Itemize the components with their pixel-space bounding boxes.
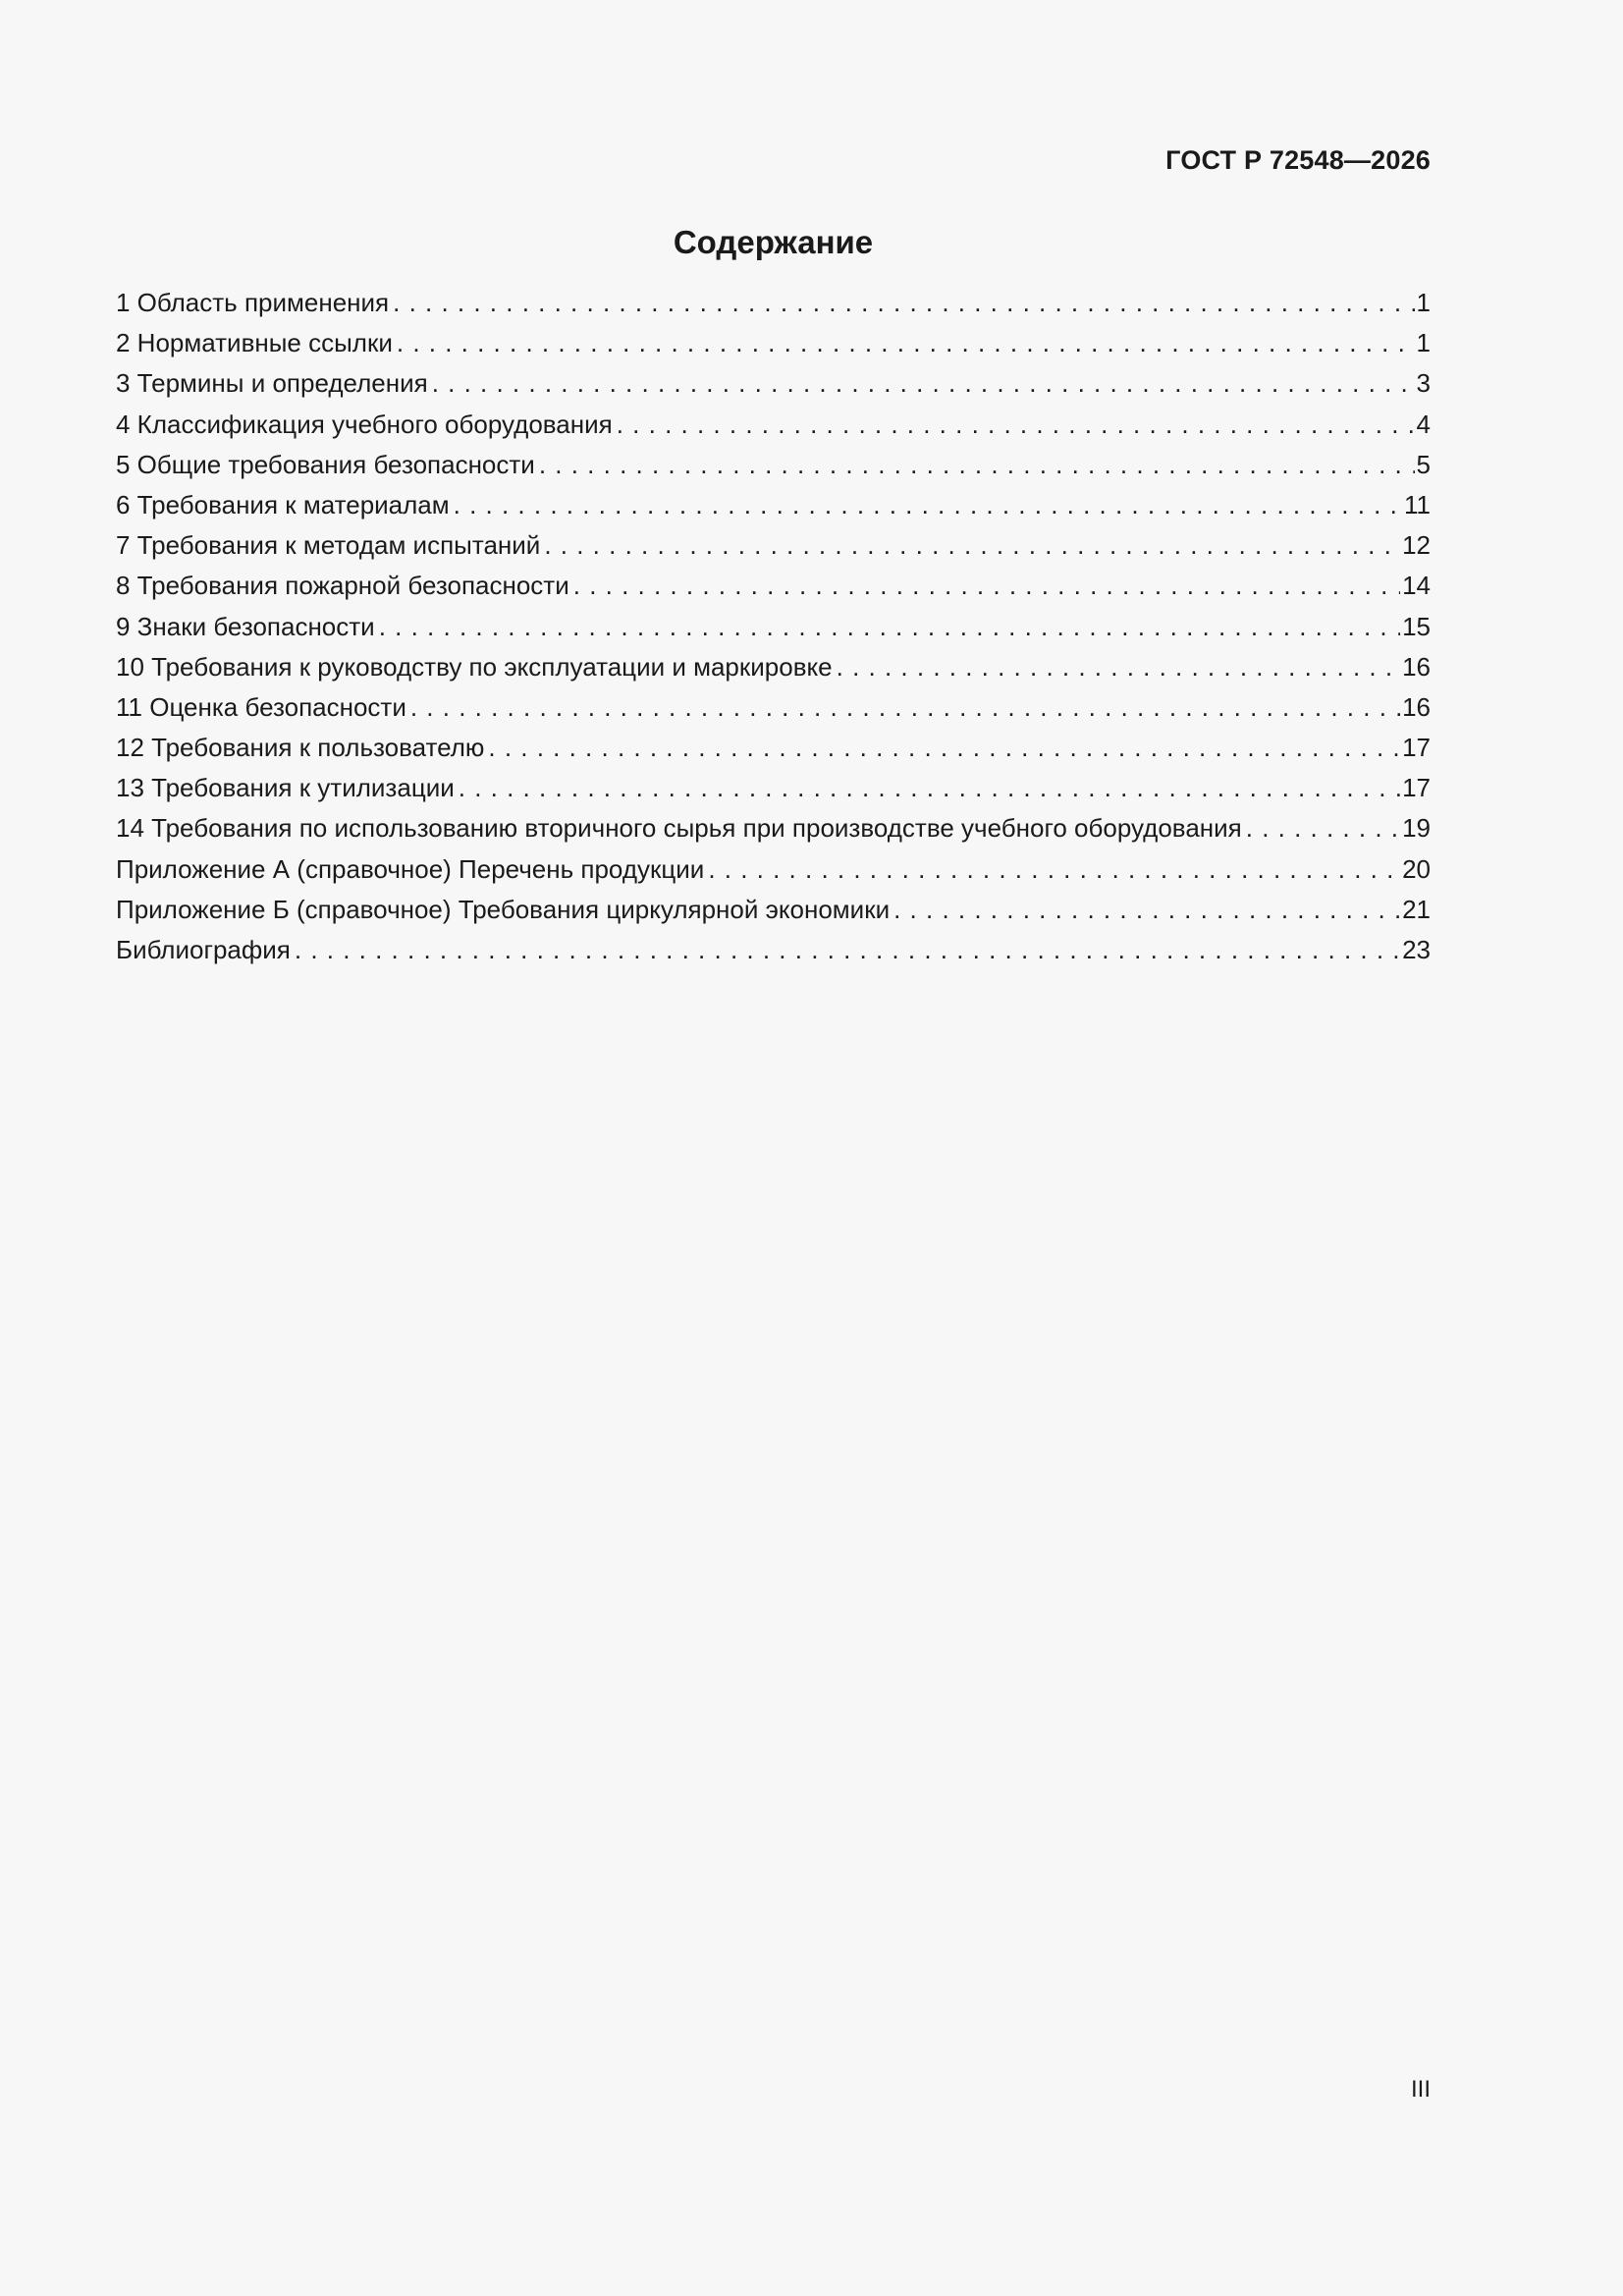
document-number: ГОСТ Р 72548—2026 <box>1165 145 1431 175</box>
toc-entry-page: 21 <box>1402 894 1431 924</box>
toc-entry-label: Приложение Б (справочное) Требования циркулярной экономики <box>116 894 891 924</box>
toc-entry-page: 19 <box>1402 813 1431 844</box>
toc-entry-page: 3 <box>1416 368 1431 399</box>
toc-entry-label: 11 Оценка безопасности <box>116 691 406 722</box>
toc-entry-page: 12 <box>1402 530 1431 561</box>
toc-dot-leader <box>837 647 1400 687</box>
toc-entry[interactable] <box>116 566 1431 606</box>
toc-entry[interactable] <box>116 768 1431 808</box>
toc-dot-leader <box>1246 808 1400 848</box>
toc-entry-page: 20 <box>1402 853 1431 884</box>
toc-entry-page: 14 <box>1402 571 1431 601</box>
toc-entry-label: 3 Термины и определения <box>116 368 428 399</box>
toc-entry[interactable] <box>116 525 1431 566</box>
toc-entry-page: 17 <box>1402 733 1431 763</box>
toc-entry[interactable] <box>116 283 1431 323</box>
toc-entry[interactable] <box>116 405 1431 445</box>
toc-entry-page: 23 <box>1402 935 1431 964</box>
toc-entry-label: 5 Общие требования безопасности <box>116 449 535 479</box>
toc-entry-label: 2 Нормативные ссылки <box>116 328 393 358</box>
toc-dot-leader <box>544 525 1400 566</box>
toc-dot-leader <box>295 930 1400 970</box>
toc-dot-leader <box>410 687 1400 728</box>
toc-entry-page: 16 <box>1402 651 1431 682</box>
page-number: III <box>1410 2076 1431 2103</box>
toc-entry-label: 7 Требования к методам испытаний <box>116 530 541 561</box>
toc-dot-leader <box>708 849 1400 890</box>
toc-dot-leader <box>432 363 1415 404</box>
toc-entry[interactable] <box>116 363 1431 404</box>
toc-dot-leader <box>893 890 1400 930</box>
toc-entry[interactable] <box>116 647 1431 687</box>
toc-entry-page: 4 <box>1416 409 1431 439</box>
table-of-contents <box>116 283 1431 970</box>
toc-entry[interactable] <box>116 607 1431 647</box>
toc-entry-page: 1 <box>1416 328 1431 358</box>
toc-entry-page: 16 <box>1402 691 1431 722</box>
toc-entry-page: 5 <box>1416 449 1431 479</box>
toc-entry-page: 11 <box>1404 489 1431 519</box>
toc-entry[interactable] <box>116 808 1431 848</box>
toc-entry[interactable] <box>116 323 1431 363</box>
toc-entry[interactable] <box>116 687 1431 728</box>
toc-entry-label: 10 Требования к руководству по эксплуатации и маркировке <box>116 651 833 682</box>
toc-entry[interactable] <box>116 849 1431 890</box>
toc-entry-label: 14 Требования по использованию вторичного сырья при производстве учебного оборудования <box>116 813 1242 844</box>
toc-dot-leader <box>573 566 1400 606</box>
toc-entry[interactable] <box>116 890 1431 930</box>
toc-entry-label: Библиография <box>116 935 291 964</box>
toc-entry-page: 17 <box>1402 773 1431 803</box>
toc-dot-leader <box>617 405 1415 445</box>
toc-entry[interactable] <box>116 445 1431 485</box>
toc-entry-label: 6 Требования к материалам <box>116 489 450 519</box>
toc-dot-leader <box>379 607 1400 647</box>
toc-dot-leader <box>488 728 1400 768</box>
toc-entry-label: 1 Область применения <box>116 288 390 317</box>
toc-dot-leader <box>393 283 1414 323</box>
toc-entry-page: 1 <box>1416 288 1431 317</box>
toc-entry-label: 9 Знаки безопасности <box>116 611 375 641</box>
toc-dot-leader <box>397 323 1415 363</box>
toc-title: Содержание <box>673 224 874 260</box>
toc-dot-leader <box>454 485 1402 525</box>
toc-entry-page: 15 <box>1402 611 1431 641</box>
toc-dot-leader <box>459 768 1400 808</box>
toc-entry-label: Приложение А (справочное) Перечень продукции <box>116 853 705 884</box>
toc-entry-label: 8 Требования пожарной безопасности <box>116 571 569 601</box>
toc-entry[interactable] <box>116 930 1431 970</box>
toc-entry-label: 12 Требования к пользователю <box>116 733 485 763</box>
toc-entry[interactable] <box>116 728 1431 768</box>
toc-entry-label: 4 Классификация учебного оборудования <box>116 409 613 439</box>
toc-dot-leader <box>539 445 1415 485</box>
toc-entry-label: 13 Требования к утилизации <box>116 773 455 803</box>
toc-entry[interactable] <box>116 485 1431 525</box>
